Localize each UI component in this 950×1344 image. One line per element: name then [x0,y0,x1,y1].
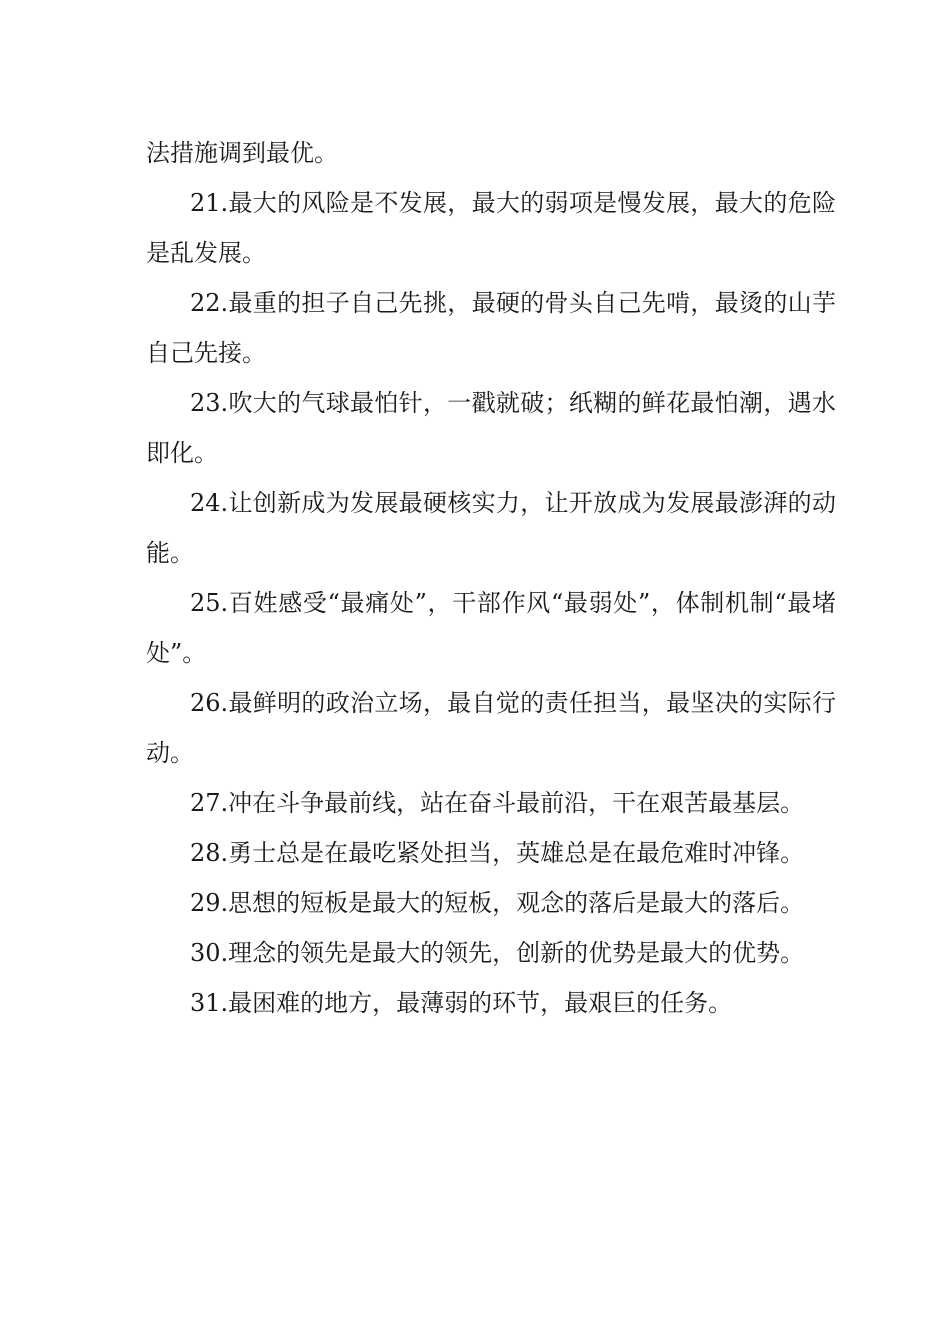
paragraph-30: 30.理念的领先是最大的领先，创新的优势是最大的优势。 [190,939,805,967]
paragraph-continuation: 法措施调到最优。 [146,139,338,167]
paragraph-22: 22.最重的担子自己先挑，最硬的骨头自己先啃，最烫的山芋自己先接。 [146,289,836,367]
paragraph-31: 31.最困难的地方，最薄弱的环节，最艰巨的任务。 [190,989,733,1017]
paragraph-25: 25.百姓感受“最痛处”，干部作风“最弱处”，体制机制“最堵处”。 [146,589,836,667]
paragraph-26: 26.最鲜明的政治立场，最自觉的责任担当，最坚决的实际行动。 [146,689,836,767]
paragraph-28: 28.勇士总是在最吃紧处担当，英雄总是在最危难时冲锋。 [190,839,805,867]
paragraph-29: 29.思想的短板是最大的短板，观念的落后是最大的落后。 [190,889,805,917]
paragraph-27: 27.冲在斗争最前线，站在奋斗最前沿，干在艰苦最基层。 [190,789,805,817]
paragraph-24: 24.让创新成为发展最硬核实力，让开放成为发展最澎湃的动能。 [146,489,836,567]
document-body [146,128,836,1028]
paragraph-21: 21.最大的风险是不发展，最大的弱项是慢发展，最大的危险是乱发展。 [146,189,836,267]
paragraph-23: 23.吹大的气球最怕针，一戳就破；纸糊的鲜花最怕潮，遇水即化。 [146,389,836,467]
